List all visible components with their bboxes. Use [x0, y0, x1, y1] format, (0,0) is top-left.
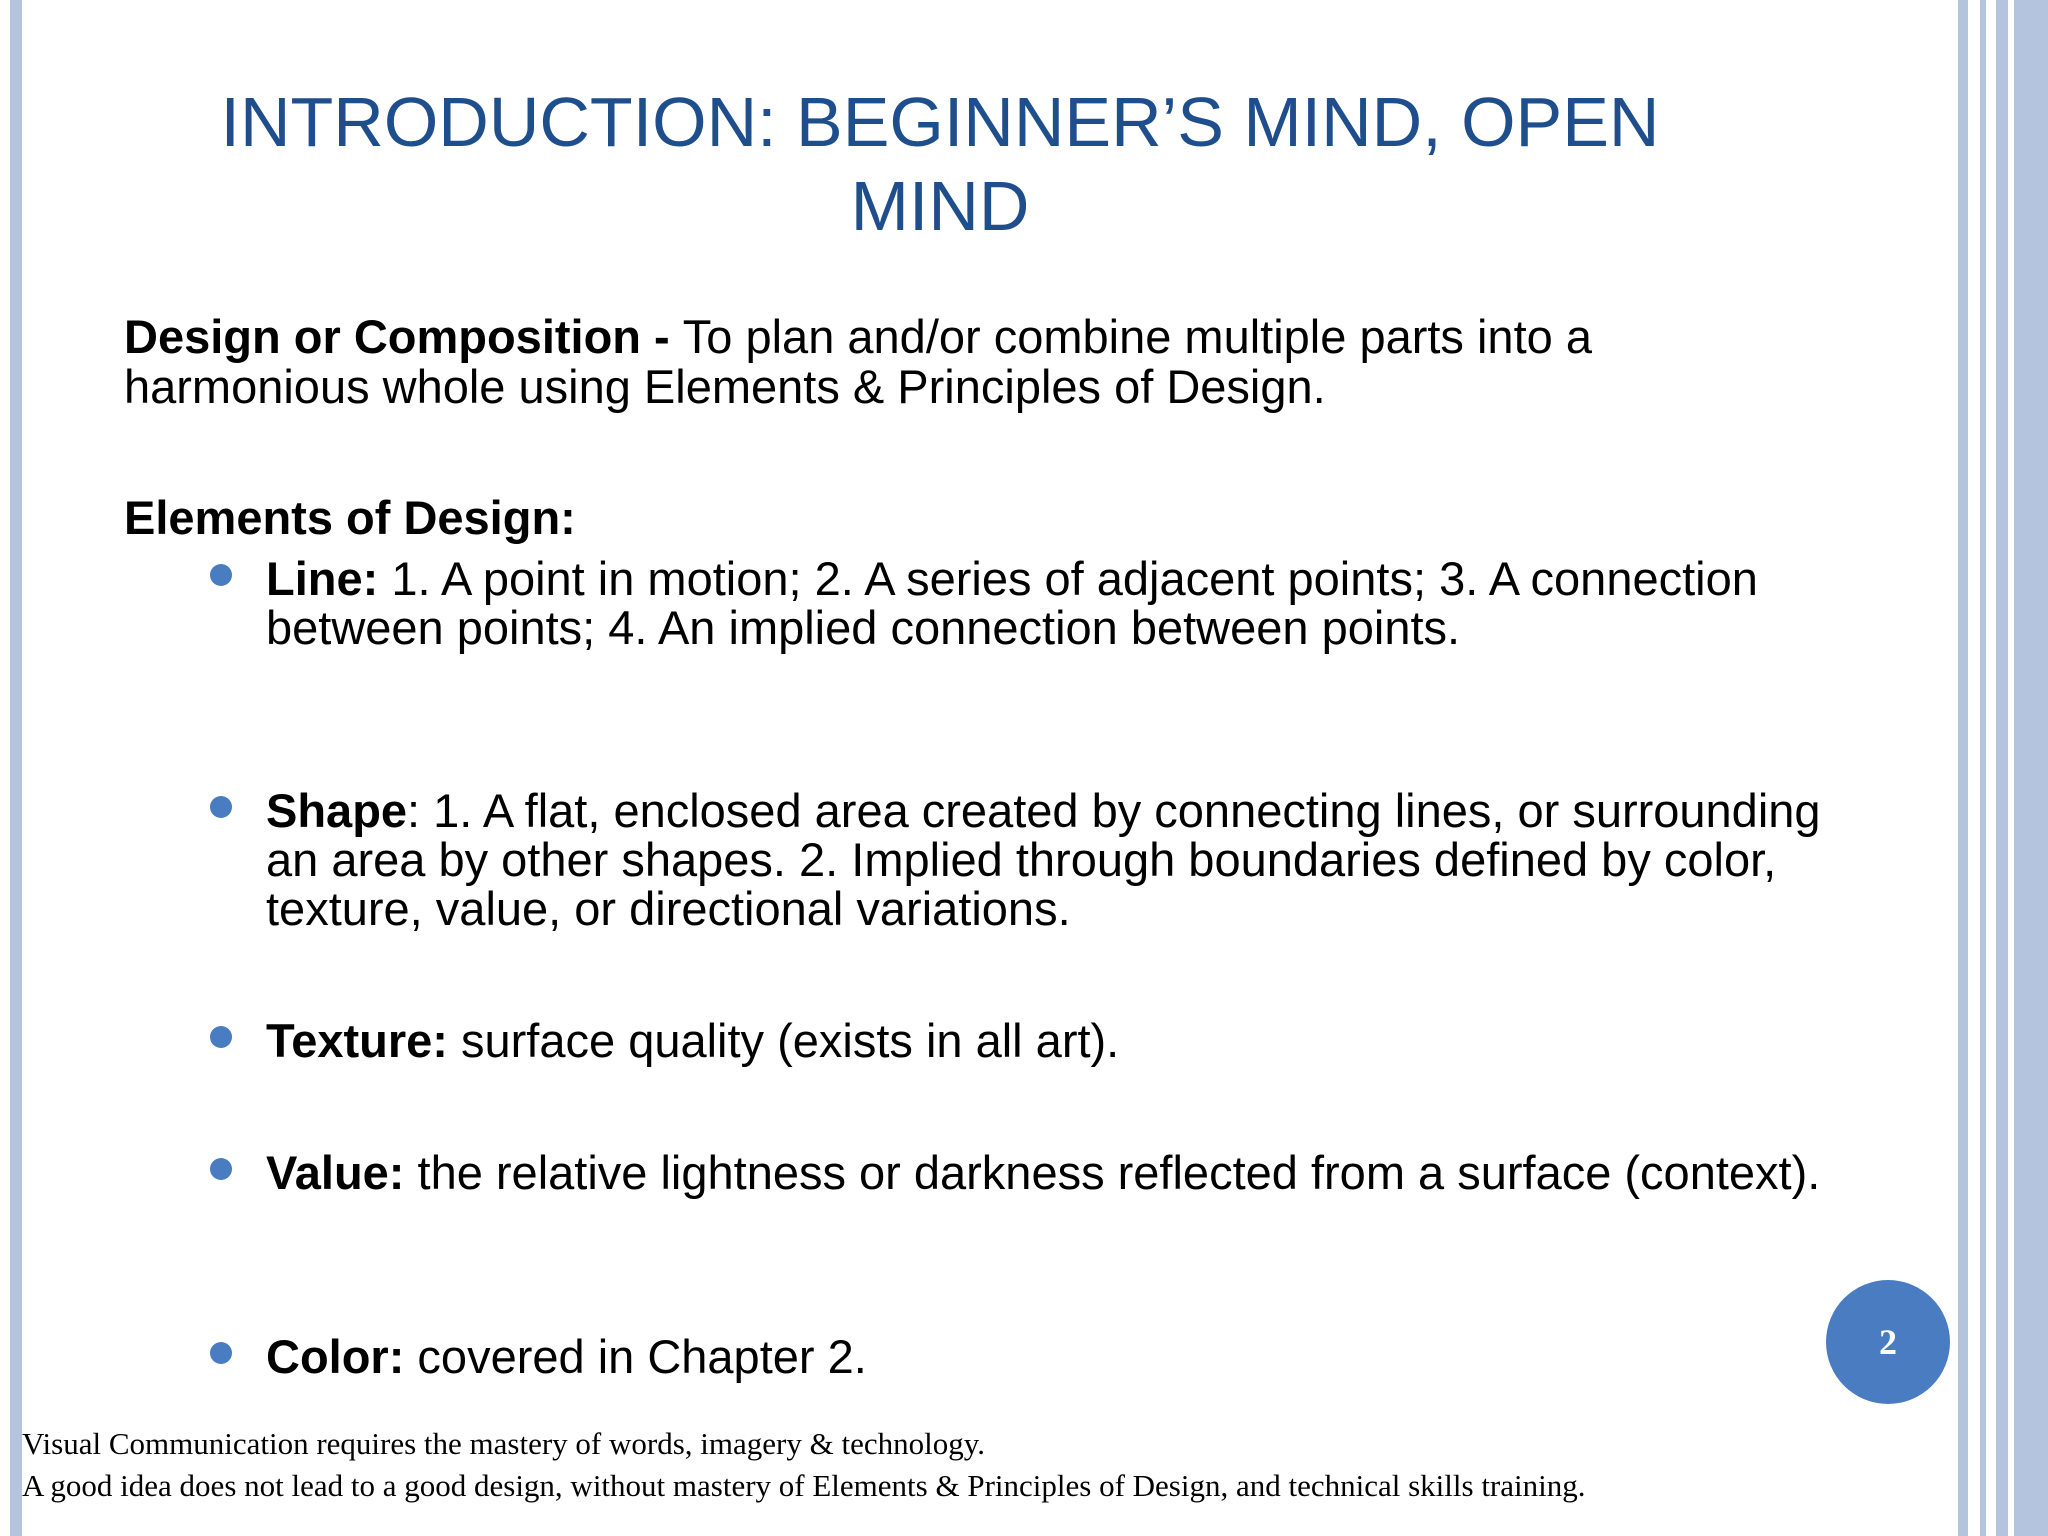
- left-decorative-bar: [10, 0, 22, 1536]
- slide-title-line-1: INTRODUCTION: BEGINNER’S MIND, OPEN: [220, 83, 1660, 161]
- element-text: surface quality (exists in all art).: [447, 1014, 1120, 1067]
- bullet-dot-icon: [210, 1342, 232, 1364]
- element-text: covered in Chapter 2.: [404, 1330, 867, 1383]
- right-decorative-bar: [1980, 0, 1986, 1536]
- bullet-dot-icon: [210, 564, 232, 586]
- definition-term: Design or Composition -: [124, 310, 683, 363]
- bullet-dot-icon: [210, 796, 232, 818]
- bullet-dot-icon: [210, 1158, 232, 1180]
- element-item-line: [266, 554, 1826, 652]
- definition-text: To plan and/or combine multiple parts into a harmonious whole using Elements & Principles of Design.: [124, 310, 1592, 413]
- element-text: 1. A point in motion; 2. A series of adjacent points; 3. A connection between points; 4. An implied connection between points.: [266, 552, 1758, 654]
- footer-note-2: A good idea does not lead to a good design, without mastery of Elements & Principles of Design, and technical skills training.: [22, 1468, 1586, 1503]
- element-text: the relative lightness or darkness reflected from a surface (context).: [404, 1146, 1821, 1199]
- element-term: Texture:: [266, 1014, 448, 1067]
- footer-note-1: Visual Communication requires the mastery of words, imagery & technology.: [22, 1426, 985, 1461]
- bullet-dot-icon: [210, 1026, 232, 1048]
- element-item-shape: [266, 786, 1826, 933]
- element-term: Line:: [266, 552, 379, 605]
- slide-title-line-2: MIND: [850, 167, 1030, 245]
- element-item-color: [266, 1332, 1826, 1381]
- right-decorative-bar: [1958, 0, 1968, 1536]
- element-term: Color:: [266, 1330, 405, 1383]
- slide-title: [140, 80, 1740, 248]
- element-item-texture: [266, 1016, 1826, 1065]
- right-decorative-stripe: [2008, 0, 2014, 1536]
- element-term: Shape: [266, 784, 408, 837]
- page-number-badge: 2: [1826, 1280, 1950, 1404]
- element-term: Value:: [266, 1146, 405, 1199]
- elements-heading: Elements of Design:: [124, 491, 576, 544]
- design-definition: [124, 312, 1824, 412]
- element-text: : 1. A flat, enclosed area created by connecting lines, or surrounding an area by other shapes. 2. Implied through boundaries defined by color, texture, value, or directional variations.: [266, 784, 1821, 935]
- element-item-value: [266, 1148, 1826, 1197]
- right-decorative-bar: [1996, 0, 2048, 1536]
